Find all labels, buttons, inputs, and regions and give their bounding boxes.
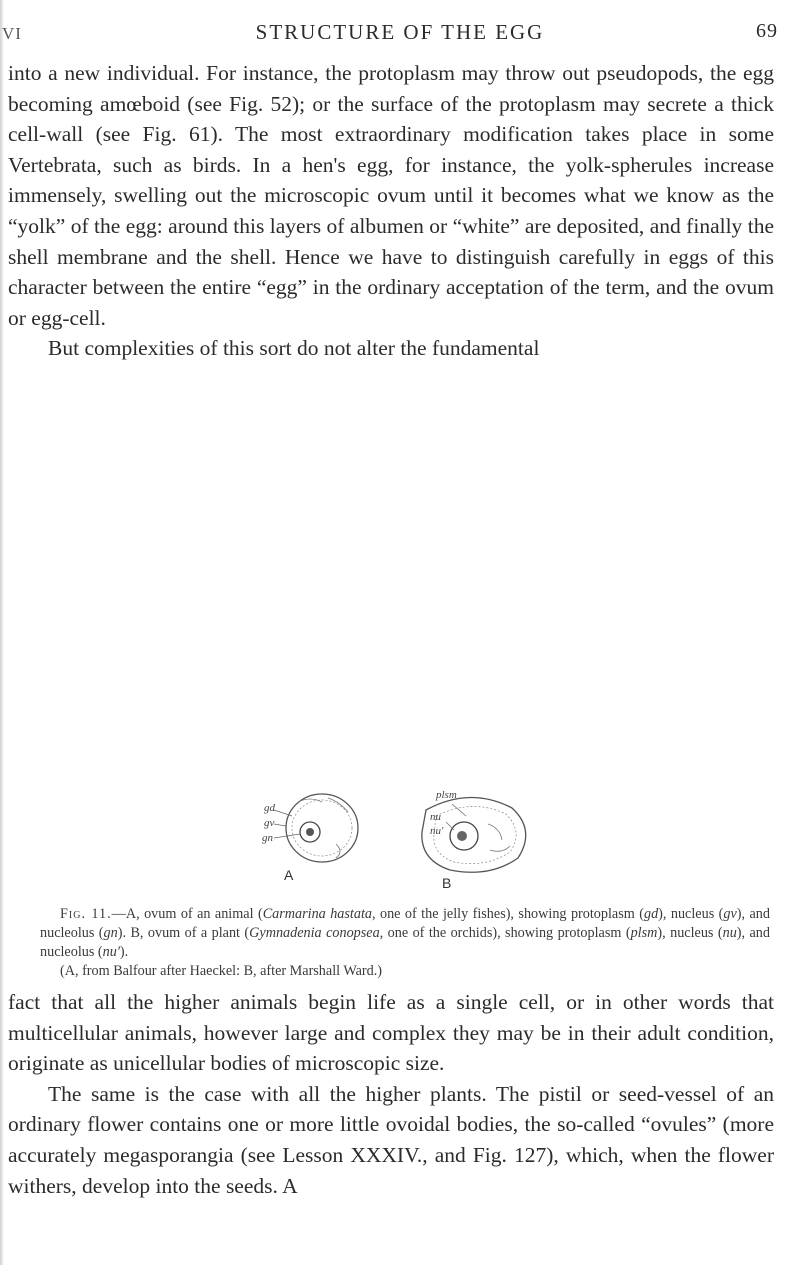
page-title: STRUCTURE OF THE EGG	[255, 20, 545, 44]
figure-b-label-nu: nu	[430, 811, 441, 823]
ovum-figure	[240, 780, 540, 890]
figure-b-letter: B	[442, 875, 452, 890]
figure-b-label-plsm: plsm	[436, 789, 457, 801]
figure-a-ovum-drawing	[274, 794, 358, 862]
paragraph-continued: into a new individual. For instance, the protoplasm may throw out pseudopods, the egg becoming amœboid (see Fig. 52); or the surface of the protoplasm may secrete a thick cell-wall (see Fig. 61). The most extraordinary modification takes place in some Vertebrata, such as birds. In a hen's egg, for instance, the yolk-spherules increase immensely, swelling out the microscopic ovum until it becomes what we know as the “yolk” of the egg: around this layers of albumen or “white” are deposited, and finally the shell membrane and the shell. Hence we have to distinguish carefully in eggs of this character between the entire “egg” in the ordinary acceptation of the term, and the ovum or egg-cell.	[8, 61, 774, 330]
caption-main: Fig. 11.—A, ovum of an animal (Carmarina hastata, one of the jelly fishes), showing protoplasm (gd), nucleus (gv), and nucleolus (gn). B, ovum of a plant (Gymnadenia conopsea, one of the orchids), showing protoplasm (plsm), nucleus (nu), and nucleolus (nu').	[40, 906, 770, 960]
figure-a-letter: A	[284, 867, 294, 883]
caption-fig-number: Fig. 11.	[60, 906, 112, 922]
chapter-mark: VI	[2, 24, 22, 43]
body-text-bottom	[8, 987, 774, 1201]
page-number: 69	[756, 20, 778, 42]
figure-a-label-gn: gn	[262, 832, 273, 844]
paragraph-continued: fact that all the higher animals begin life as a single cell, or in other words that multicellular animals, however large and complex they may be in their adult condition, originate as unicellular bodies of microscopic size.	[8, 990, 774, 1076]
running-head	[0, 10, 800, 50]
caption-species-a: Carmarina hastata	[262, 906, 372, 922]
caption-species-b: Gymnadenia conopsea	[249, 925, 380, 941]
page-gutter-shadow	[0, 0, 4, 1265]
body-text-top	[8, 58, 774, 364]
paragraph: But complexities of this sort do not alter the fundamental	[48, 336, 540, 361]
figure-a-label-gv: gv	[264, 817, 275, 829]
figure-a-label-gd: gd	[264, 802, 275, 814]
figure-b-label-nu-prime: nu'	[430, 825, 444, 837]
figure-caption	[40, 905, 770, 981]
caption-credit: (A, from Balfour after Haeckel: B, after Marshall Ward.)	[60, 963, 383, 979]
paragraph: The same is the case with all the higher plants. The pistil or seed-vessel of an ordinary flower contains one or more little ovoidal bodies, the so-called “ovules” (more accurately megasporangia (see Lesson XXXIV., and Fig. 127), which, when the flower withers, develop into the seeds. A	[8, 1081, 774, 1198]
